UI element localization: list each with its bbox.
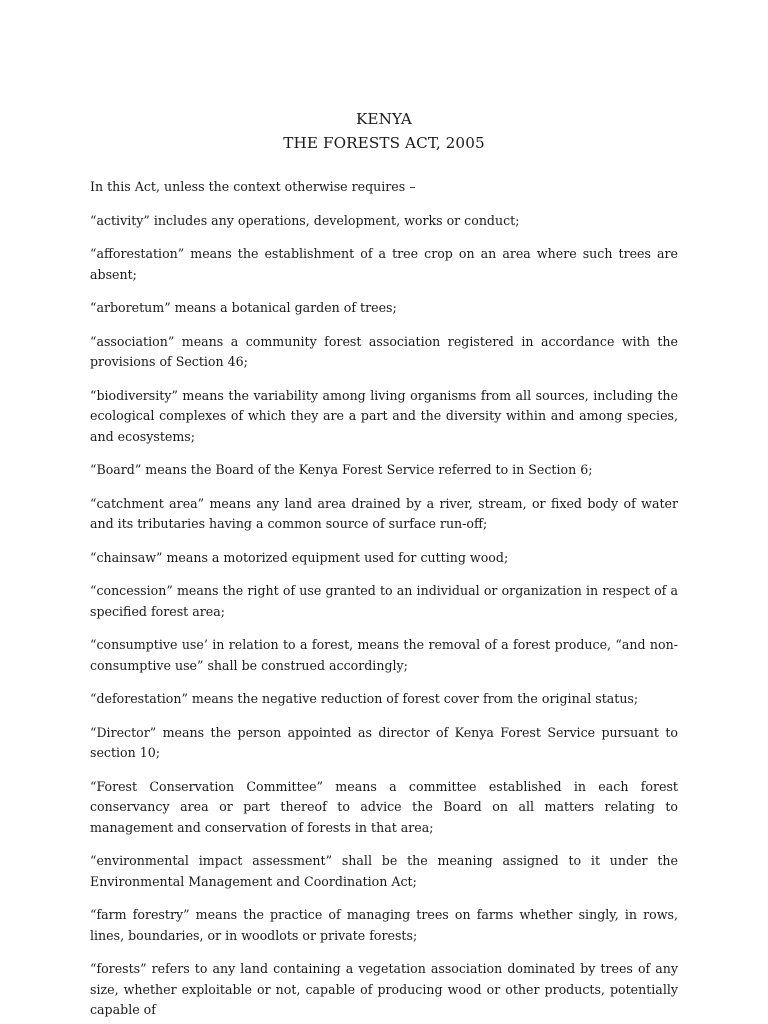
definition-paragraph: “forests” refers to any land containing a vegetation association dominated by trees of any size, whether exploitable or not, capable of producing wood or other products, potentially capable of xyxy=(90,961,678,1017)
definition-paragraph: “Board” means the Board of the Kenya Forest Service referred to in Section 6; xyxy=(90,462,593,477)
definition-paragraph: “arboretum” means a botanical garden of trees; xyxy=(90,300,397,315)
definition-paragraph: “environmental impact assessment” shall be the meaning assigned to it under the Environmental Management and Coordination Act; xyxy=(90,853,678,889)
definition-paragraph: “catchment area” means any land area drained by a river, stream, or fixed body of water and its tributaries having a common source of surface run-off; xyxy=(90,495,678,531)
intro-paragraph: In this Act, unless the context otherwise requires – xyxy=(90,179,416,194)
act-title-heading: THE FORESTS ACT, 2005 xyxy=(283,134,485,152)
document-title-block xyxy=(90,107,678,155)
definition-paragraph: “Director” means the person appointed as director of Kenya Forest Service pursuant to section 10; xyxy=(90,724,678,760)
definition-paragraph: “chainsaw” means a motorized equipment used for cutting wood; xyxy=(90,549,509,565)
definition-paragraph: “deforestation” means the negative reduction of forest cover from the original status; xyxy=(90,691,639,706)
definition-paragraph: “activity” includes any operations, development, works or conduct; xyxy=(90,212,520,228)
definition-paragraph: “consumptive use’ in relation to a forest, means the removal of a forest produce, “and non-consumptive use” shall be construed accordingly; xyxy=(90,637,678,673)
definitions-list xyxy=(90,211,678,1021)
country-heading: KENYA xyxy=(355,110,413,128)
definition-paragraph: “Forest Conservation Committee” means a committee established in each forest conservancy area or part thereof to advice the Board on all matters relating to management and conservation of forests in that area; xyxy=(90,778,678,835)
definition-paragraph: “association” means a community forest association registered in accordance with the provisions of Section 46; xyxy=(90,333,678,369)
definition-paragraph: “farm forestry” means the practice of managing trees on farms whether singly, in rows, lines, boundaries, or in woodlots or private forests; xyxy=(90,907,678,943)
document-page xyxy=(90,0,678,1024)
definition-paragraph: “afforestation” means the establishment of a tree crop on an area where such trees are absent; xyxy=(90,246,678,282)
definition-paragraph: “concession” means the right of use granted to an individual or organization in respect of a specified forest area; xyxy=(90,583,678,619)
definition-paragraph: “biodiversity” means the variability among living organisms from all sources, including the ecological complexes of which they are a part and the diversity within and among species, and ecosystems; xyxy=(90,387,678,444)
